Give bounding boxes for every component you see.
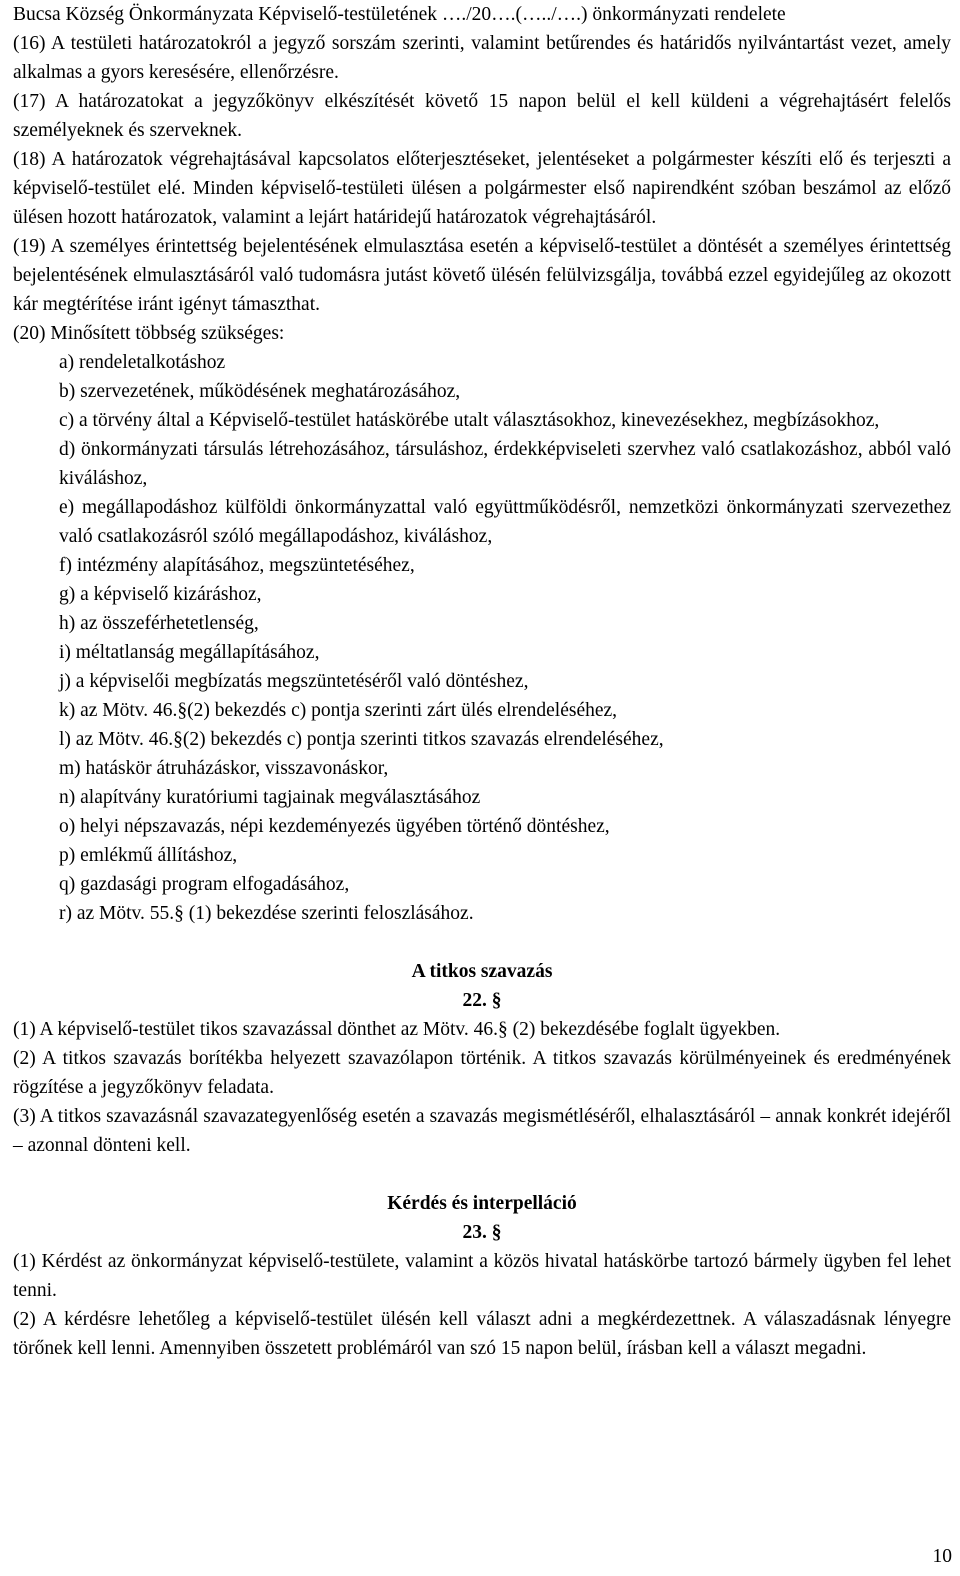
list-item-r: r) az Mötv. 55.§ (1) bekezdése szerinti feloszlásához. — [59, 903, 474, 924]
section-23-number: 23. § — [462, 1222, 502, 1243]
page-number: 10 — [932, 1546, 952, 1567]
section-22-paragraph-2: (2) A titkos szavazás borítékba helyezett szavazólapon történik. A titkos szavazás körülményeinek és eredményének rögzítése a jegyzőkönyv feladata. — [13, 1048, 951, 1098]
section-23-title: Kérdés és interpelláció — [387, 1193, 577, 1214]
list-item-m: m) hatáskör átruházáskor, visszavonáskor, — [59, 758, 389, 779]
list-item-g: g) a képviselő kizáráshoz, — [59, 584, 262, 605]
list-item-o: o) helyi népszavazás, népi kezdeményezés ügyében történő döntéshez, — [59, 816, 610, 837]
section-22-number: 22. § — [462, 990, 502, 1011]
list-item-p: p) emlékmű állításhoz, — [59, 845, 238, 866]
list-item-f: f) intézmény alapításához, megszüntetéséhez, — [59, 555, 415, 576]
list-item-l: l) az Mötv. 46.§(2) bekezdés c) pontja szerinti titkos szavazás elrendeléséhez, — [59, 729, 664, 750]
list-item-n: n) alapítvány kuratóriumi tagjainak megválasztásához — [59, 787, 481, 808]
list-item-j: j) a képviselői megbízatás megszüntetéséről való döntéshez, — [59, 671, 529, 692]
paragraph-19: (19) A személyes érintettség bejelentésének elmulasztása esetén a képviselő-testület a döntését a személyes érintettség bejelentésének elmulasztásáról való tudomásra jutást követő ülésén felülvizsgálja, továbbá ezzel egyidejűleg az okozott kár megtérítése iránt igényt támaszthat. — [13, 236, 951, 315]
section-22-paragraph-3: (3) A titkos szavazásnál szavazategyenlőség esetén a szavazás megismétléséről, elhalasztásáról – annak konkrét idejéről – azonnal dönteni kell. — [13, 1106, 951, 1156]
list-item-h: h) az összeférhetetlenség, — [59, 613, 259, 634]
list-item-d: d) önkormányzati társulás létrehozásához, társuláshoz, érdekképviseleti szervhez való csatlakozáshoz, abból való kiváláshoz, — [59, 439, 951, 489]
list-item-k: k) az Mötv. 46.§(2) bekezdés c) pontja szerinti zárt ülés elrendeléséhez, — [59, 700, 618, 721]
section-22-title: A titkos szavazás — [411, 961, 553, 982]
paragraph-16: (16) A testületi határozatokról a jegyző sorszám szerinti, valamint betűrendes és határidős nyilvántartást vezet, amely alkalmas a gyors keresésére, ellenőrzésre. — [13, 33, 951, 83]
document-header: Bucsa Község Önkormányzata Képviselő-testületének …./20….(…../….) önkormányzati rendelete — [13, 4, 786, 25]
list-item-b: b) szervezetének, működésének meghatározásához, — [59, 381, 461, 402]
section-23-paragraph-2: (2) A kérdésre lehetőleg a képviselő-testület ülésén kell választ adni a megkérdezettnek. A válaszadásnak lényegre törőnek kell lenni. Amennyiben összetett problémáról van szó 15 napon belül, írásban kell a választ megadni. — [13, 1309, 951, 1359]
document-page — [13, 0, 951, 1363]
list-item-e: e) megállapodáshoz külföldi önkormányzattal való együttműködésről, nemzetközi önkormányzati szervezethez való csatlakozásról szóló megállapodáshoz, kiváláshoz, — [59, 497, 951, 547]
paragraph-17: (17) A határozatokat a jegyzőkönyv elkészítését követő 15 napon belül el kell küldeni a végrehajtásért felelős személyeknek és szerveknek. — [13, 91, 951, 141]
section-23-paragraph-1: (1) Kérdést az önkormányzat képviselő-testülete, valamint a közös hivatal hatáskörbe tartozó bármely ügyben fel lehet tenni. — [13, 1251, 951, 1301]
list-item-q: q) gazdasági program elfogadásához, — [59, 874, 350, 895]
spacer — [13, 1160, 951, 1189]
paragraph-18: (18) A határozatok végrehajtásával kapcsolatos előterjesztéseket, jelentéseket a polgármester készíti elő és terjeszti a képviselő-testület elé. Minden képviselő-testületi ülésen a polgármester első napirendként szóban beszámol az előző ülésen hozott határozatok, valamint a lejárt határidejű határozatok végrehajtásáról. — [13, 149, 951, 228]
list-item-a: a) rendeletalkotáshoz — [59, 352, 226, 373]
section-22-paragraph-1: (1) A képviselő-testület tikos szavazással dönthet az Mötv. 46.§ (2) bekezdésébe foglalt ügyekben. — [13, 1019, 781, 1040]
list-item-c: c) a törvény által a Képviselő-testület hatáskörébe utalt választásokhoz, kinevezésekhez, megbízásokhoz, — [59, 410, 880, 431]
spacer — [13, 928, 951, 957]
list-item-i: i) méltatlanság megállapításához, — [59, 642, 320, 663]
paragraph-20: (20) Minősített többség szükséges: — [13, 323, 285, 344]
